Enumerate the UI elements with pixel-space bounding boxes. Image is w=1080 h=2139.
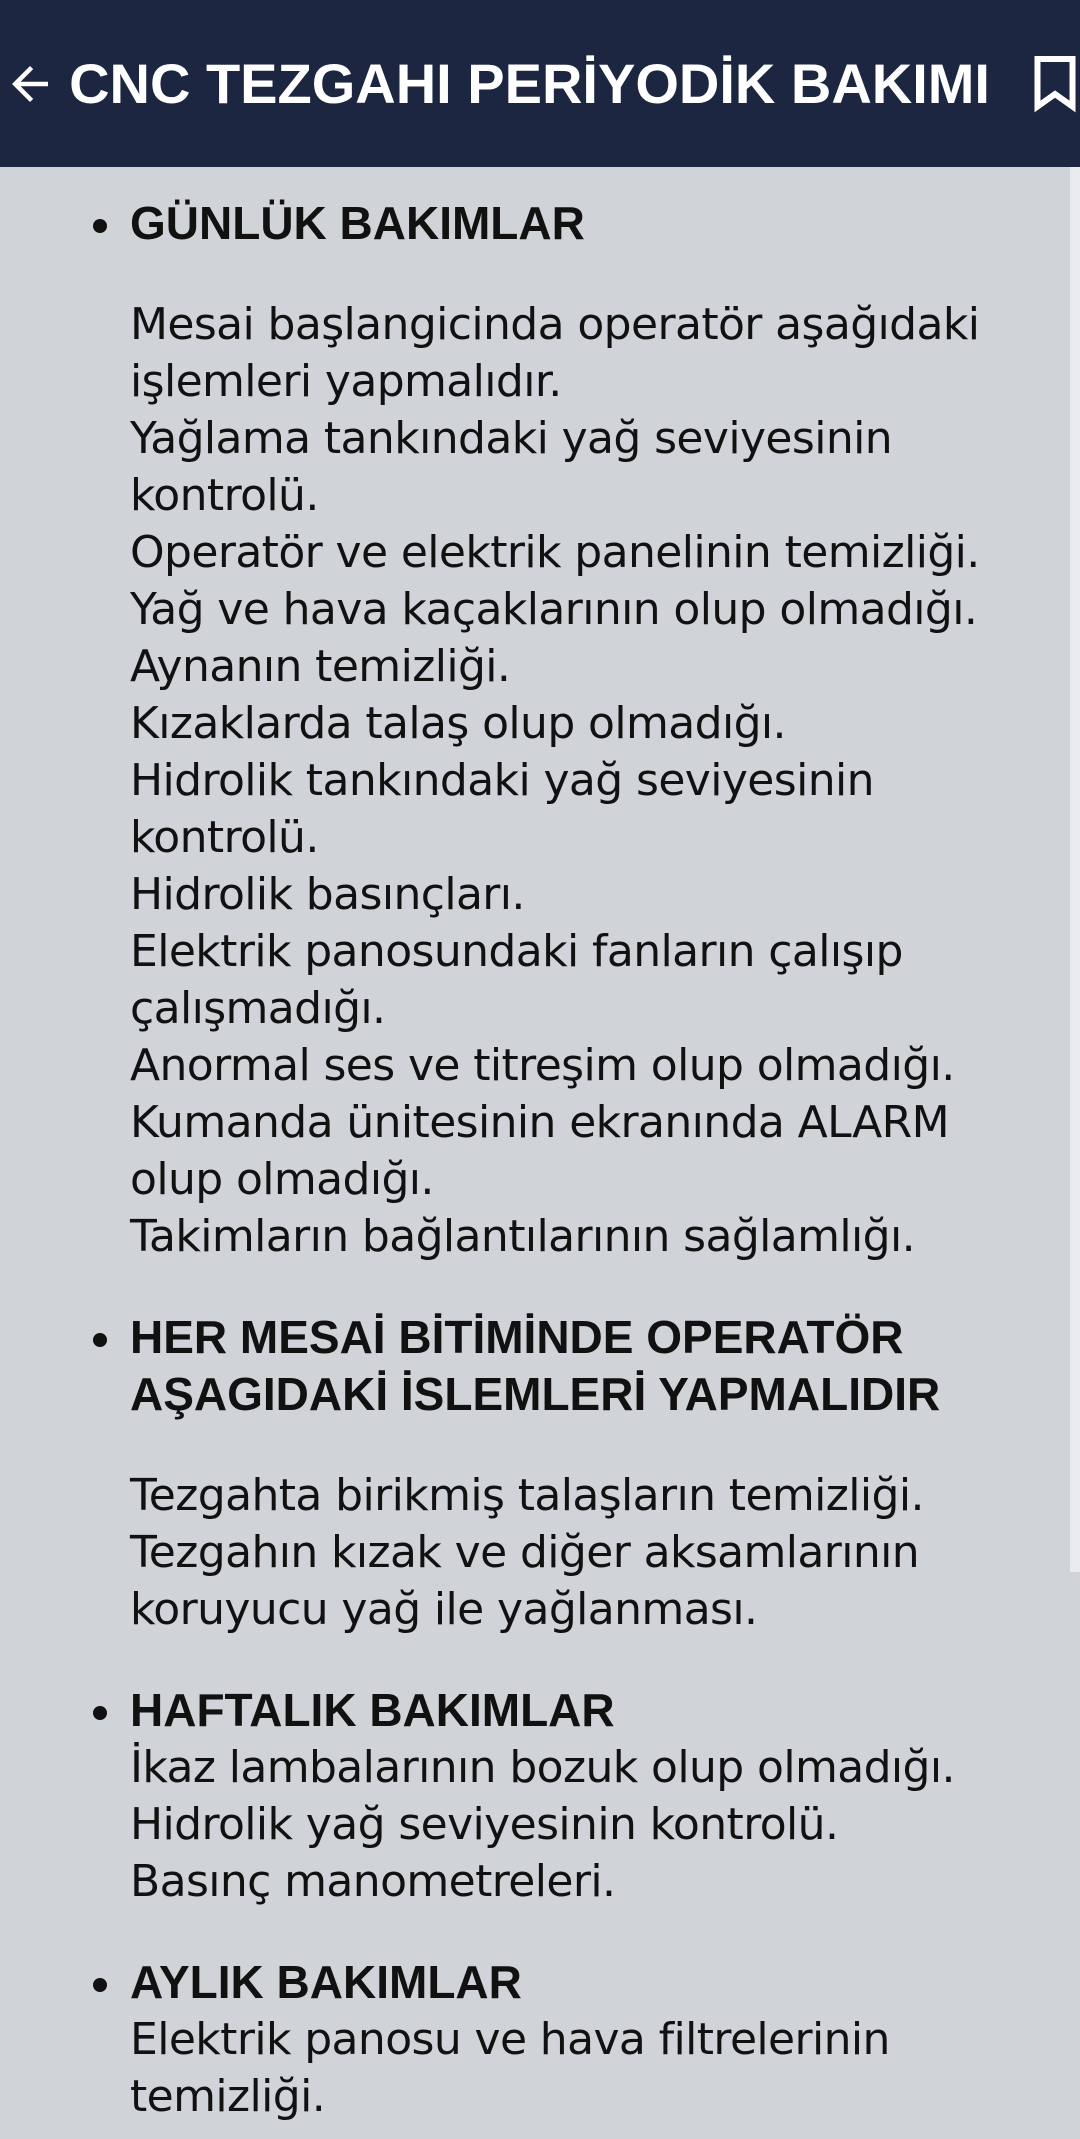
back-button[interactable]: [0, 0, 59, 167]
content-area[interactable]: [0, 167, 1068, 2139]
section-daily: [130, 195, 1028, 1265]
section-monthly: [130, 1954, 1028, 2125]
maintenance-sections: [0, 167, 1068, 2125]
list-item: Hidrolik basınçları.: [130, 869, 525, 920]
list-item: Tezgahta birikmiş talaşların temizliği.: [130, 1470, 924, 1521]
item-list: [130, 1467, 1028, 1638]
arrow-left-icon: [3, 57, 57, 111]
list-item: Hidrolik yağ seviyesinin kontrolü.: [130, 1799, 839, 1850]
section-end-of-shift: [130, 1309, 1028, 1638]
section-heading: GÜNLÜK BAKIMLAR: [130, 197, 585, 249]
scrollbar[interactable]: [1070, 167, 1080, 1572]
item-list: [130, 1739, 1028, 1910]
list-item: Anormal ses ve titreşim olup olmadığı.: [130, 1040, 955, 1091]
list-item: Yağlama tankındaki yağ seviyesinin kontrolü.: [130, 413, 893, 521]
list-item: Tezgahın kızak ve diğer aksamlarının koruyucu yağ ile yağlanması.: [130, 1527, 920, 1635]
list-item: Hidrolik tankındaki yağ seviyesinin kontrolü.: [130, 755, 874, 863]
section-weekly: [130, 1682, 1028, 1910]
list-item: Yağ ve hava kaçaklarının olup olmadığı.: [130, 584, 978, 635]
list-item: İkaz lambalarının bozuk olup olmadığı.: [130, 1742, 955, 1793]
page-title: CNC TEZGAHI PERİYODİK BAKIMI: [69, 52, 990, 115]
item-list: [130, 296, 1028, 1265]
list-item: Mesai başlangicinda operatör aşağıdaki işlemleri yapmalıdır.: [130, 299, 980, 407]
list-item: Takimların bağlantılarının sağlamlığı.: [130, 1211, 916, 1262]
list-item: Basınç manometreleri.: [130, 1856, 616, 1907]
list-item: Aynanın temizliği.: [130, 641, 511, 692]
list-item: Kızaklarda talaş olup olmadığı.: [130, 698, 786, 749]
list-item: Elektrik panosundaki fanların çalışıp çalışmadığı.: [130, 926, 903, 1034]
section-heading: AYLIK BAKIMLAR: [130, 1956, 522, 2008]
list-item: Elektrik panosu ve hava filtrelerinin temizliği.: [130, 2014, 890, 2122]
bookmark-outline-icon: [1030, 54, 1080, 114]
list-item: Operatör ve elektrik panelinin temizliği.: [130, 527, 980, 578]
section-heading: HER MESAİ BİTİMİNDE OPERATÖR AŞAGIDAKİ İSLEMLERİ YAPMALIDIR: [130, 1311, 941, 1420]
app-bar: [0, 0, 1080, 167]
list-item: Kumanda ünitesinin ekranında ALARM olup olmadığı.: [130, 1097, 949, 1205]
item-list: [130, 2011, 1028, 2125]
bookmark-button[interactable]: [1030, 0, 1080, 167]
section-heading: HAFTALIK BAKIMLAR: [130, 1684, 615, 1736]
